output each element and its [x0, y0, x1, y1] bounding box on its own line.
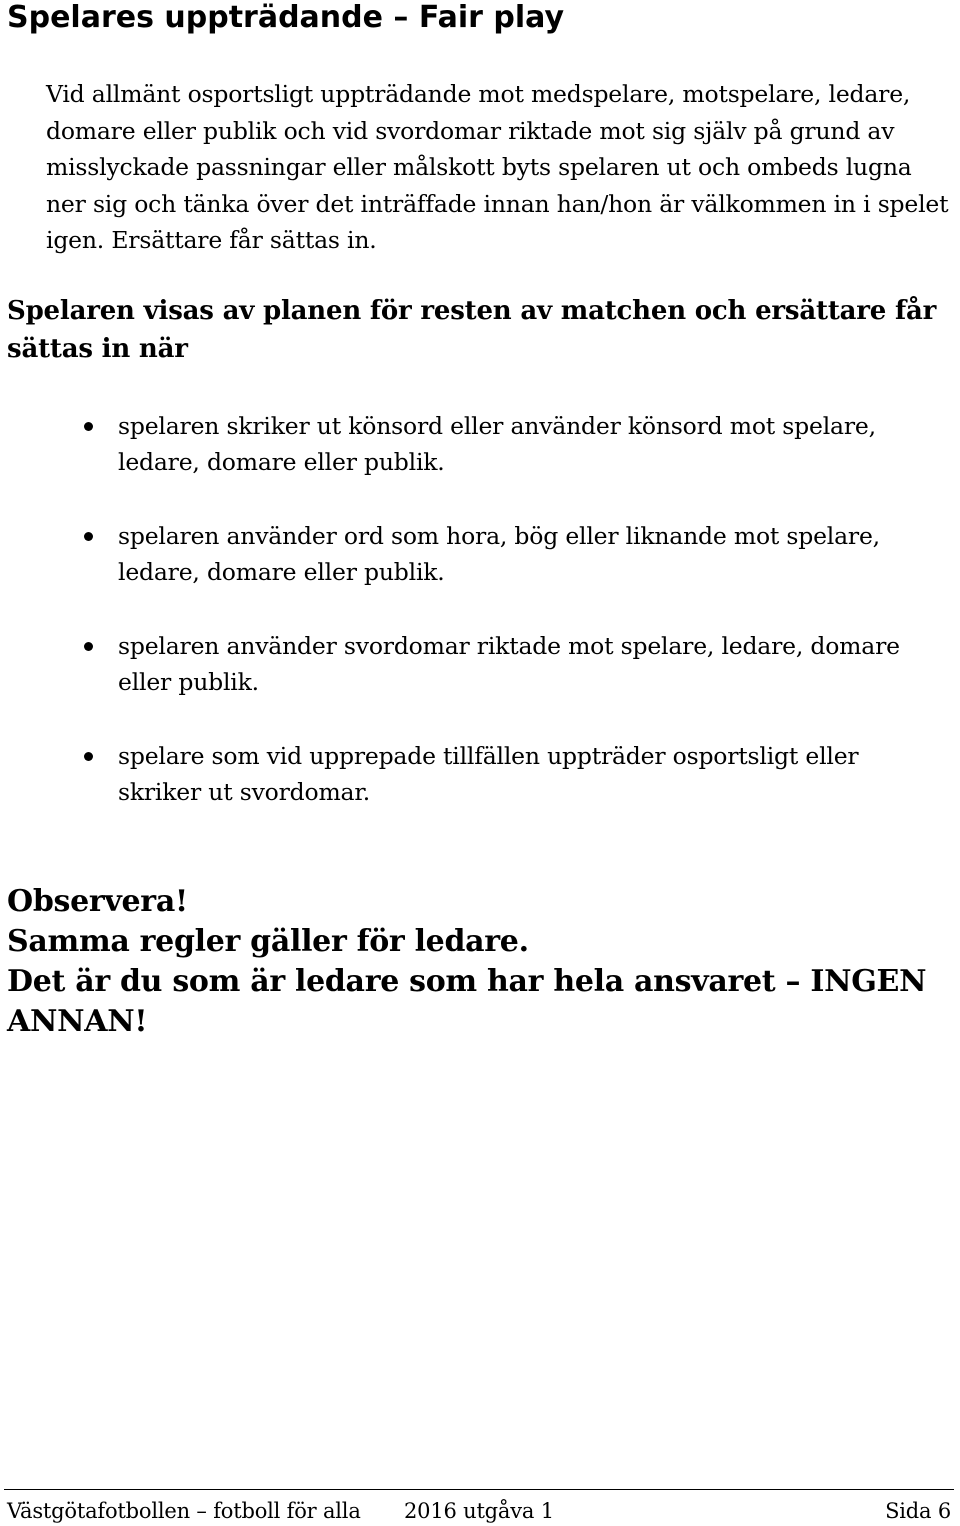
bullet-icon [84, 752, 93, 761]
page-footer [7, 1496, 951, 1526]
list-item [0, 738, 948, 810]
bullet-icon [84, 642, 93, 651]
intro-paragraph: Vid allmänt osportsligt uppträdande mot medspelare, motspelare, ledare, domare eller publik och vid svordomar riktade mot sig själv på grund av misslyckade passningar eller målskott byts spelaren ut och ombeds lugna ner sig och tänka över det inträffade innan han/hon är välkommen in i spelet igen. Ersättare får sättas in. [46, 80, 949, 254]
footer-organization: Västgötafotbollen – fotboll för alla [7, 1499, 361, 1523]
bullet-text: spelaren använder svordomar riktade mot spelare, ledare, domare eller publik. [118, 632, 900, 696]
notice-line-responsibility: Det är du som är ledare som har hela ansvaret – INGEN ANNAN! [7, 964, 927, 1039]
rule-heading: Spelaren visas av planen för resten av matchen och ersättare får sättas in när [7, 296, 937, 364]
bullet-text: spelaren skriker ut könsord eller använder könsord mot spelare, ledare, domare eller publik. [118, 412, 876, 476]
page-title: Spelares uppträdande – Fair play [7, 0, 565, 35]
bullet-icon [84, 532, 93, 541]
list-item [0, 628, 948, 700]
bullet-text: spelaren använder ord som hora, bög eller liknande mot spelare, ledare, domare eller publik. [118, 522, 880, 586]
footer-divider [4, 1489, 954, 1490]
notice-block [7, 882, 952, 1042]
bullet-text: spelare som vid upprepade tillfällen uppträder osportsligt eller skriker ut svordomar. [118, 742, 859, 806]
footer-edition: 2016 utgåva 1 [404, 1499, 554, 1523]
notice-line-observera: Observera! [7, 884, 188, 919]
notice-line-rules: Samma regler gäller för ledare. [7, 924, 529, 959]
list-item [0, 518, 948, 590]
footer-page-number: Sida 6 [885, 1499, 951, 1523]
list-item [0, 408, 948, 480]
bullet-list [0, 408, 960, 848]
bullet-icon [84, 422, 93, 431]
